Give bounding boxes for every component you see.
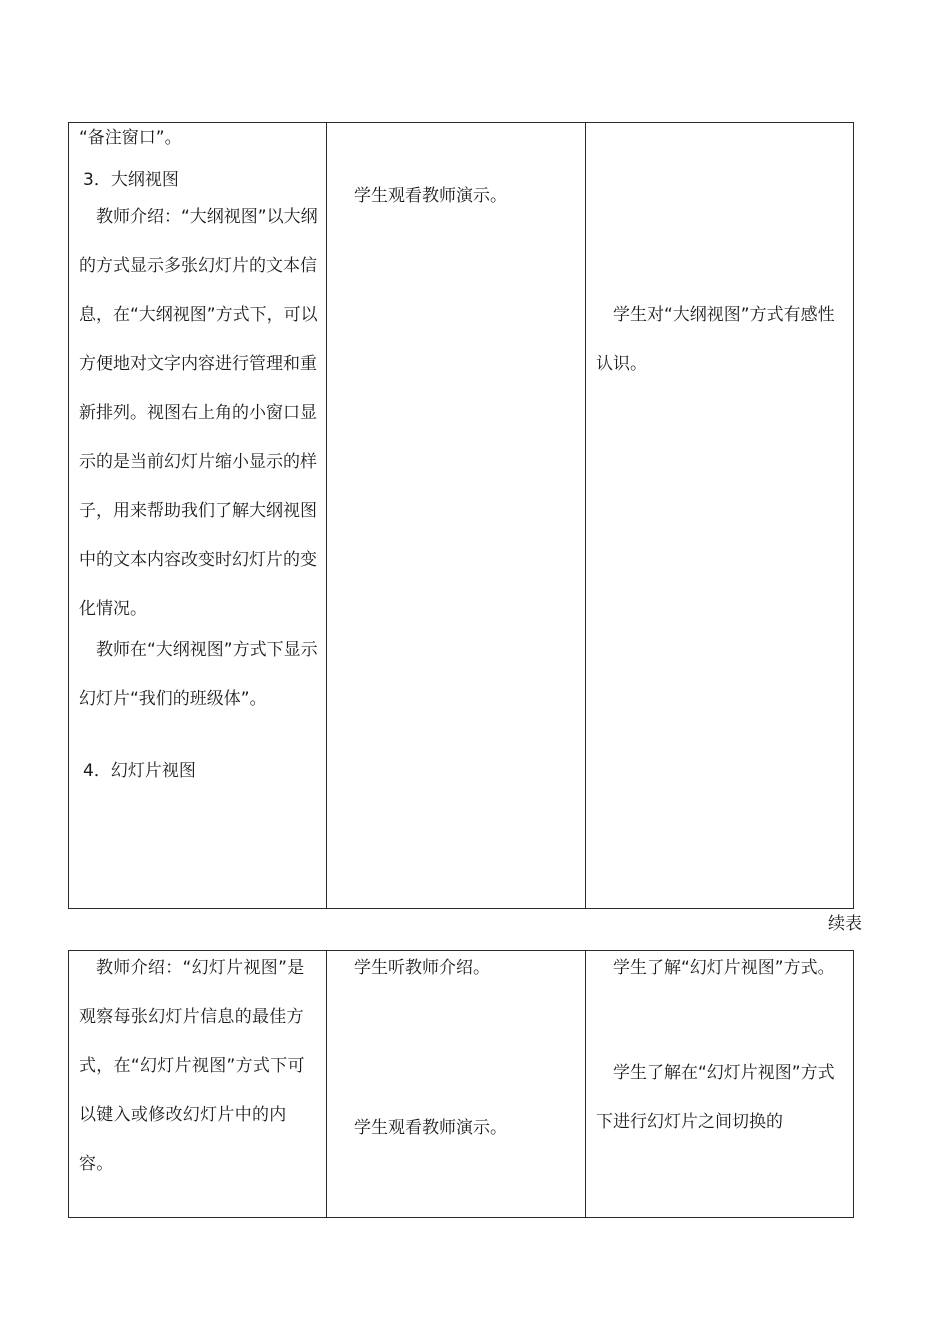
- continued-table-label: 续表: [828, 914, 862, 934]
- table1-text-student-watch: 学生观看教师演示。: [354, 186, 507, 206]
- table1-text-notes-window: “备注窗口”。: [79, 128, 182, 148]
- table2-cell-teacher: [68, 950, 327, 1218]
- table1-cell-student: [326, 122, 586, 909]
- table1-heading-slide-view: 4．幻灯片视图: [83, 761, 196, 781]
- table2-text-slide-intro: 教师介绍：“幻灯片视图”是观察每张幻灯片信息的最佳方式，在“幻灯片视图”方式下可以键入或修改幻灯片中的内容。: [79, 958, 305, 1174]
- table1-text-outline-intro: 教师介绍：“大纲视图”以大纲的方式显示多张幻灯片的文本信息，在“大纲视图”方式下，可以方便地对文字内容进行管理和重新排列。视图右上角的小窗口显示的是当前幻灯片缩小显示的样子，用来帮助我们了解大纲视图中的文本内容改变时幻灯片的变化情况。: [79, 207, 318, 619]
- table1-cell-purpose: [585, 122, 854, 909]
- table1-heading-outline-view: 3．大纲视图: [83, 170, 179, 190]
- table2-cell-student: [326, 950, 586, 1218]
- table2-cell-purpose: [585, 950, 854, 1218]
- table1-text-purpose-outline: 学生对“大纲视图”方式有感性认识。: [596, 305, 835, 374]
- table2-text-student-watch: 学生观看教师演示。: [354, 1118, 507, 1138]
- table2-text-purpose-switching: 学生了解在“幻灯片视图”方式下进行幻灯片之间切换的: [596, 1063, 835, 1132]
- table1-text-outline-demo: 教师在“大纲视图”方式下显示幻灯片“我们的班级体”。: [79, 640, 318, 709]
- table1-cell-teacher: [68, 122, 327, 909]
- table2-text-student-listen: 学生听教师介绍。: [354, 958, 490, 978]
- table2-text-purpose-slide-view: 学生了解“幻灯片视图”方式。: [613, 958, 835, 978]
